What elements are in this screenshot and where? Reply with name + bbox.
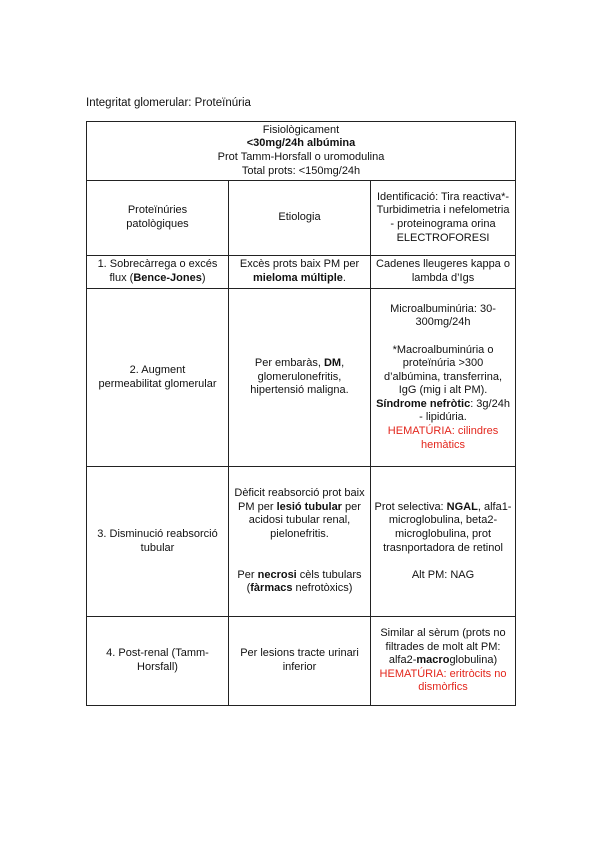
row2-etiology-bold: DM: [323, 357, 342, 370]
header-row: [87, 181, 516, 256]
row2-type: 2. Augment permeabilitat glomerular: [87, 289, 229, 467]
spacer: [374, 330, 512, 344]
table-row: [87, 256, 516, 289]
row3-etiology-b-bold: necrosi: [257, 568, 297, 581]
row3-etiology-a: [232, 487, 367, 541]
row2-microalbuminuria: Microalbuminúria: 30-300mg/24h: [390, 302, 496, 329]
row3-selective-prots: [374, 501, 512, 555]
row1-etiology-end: .: [342, 272, 346, 284]
row1-etiology-text: Excès prots baix PM per: [239, 258, 360, 271]
row1-identification: Cadenes lleugeres kappa o lambda d’Igs: [371, 256, 516, 289]
row3-id-end: , alfa1-microglobulina, beta2-microglobulina, prot trasnportadora de retinol: [383, 500, 512, 554]
header-proteinuries: Proteïnúries patològiques: [87, 181, 229, 256]
row4-id-text: Similar al sèrum (prots no filtrades de molt alt PM: alfa2-: [380, 627, 506, 667]
row2-etiology-end: , glomerulonefritis, hipertensió maligna.: [250, 357, 349, 397]
row3-etiology-a-bold: lesió tubular: [276, 500, 342, 513]
row3-id-bold: NGAL: [446, 500, 478, 513]
row3-type: 3. Disminució reabsorció tubular: [87, 467, 229, 617]
row2-macroalbuminuria: *Macroalbuminúria o proteïnúria >300 d’albúmina, transferrina, IgG (mig i alt PM).: [384, 343, 503, 397]
row1-etiology: [229, 256, 371, 289]
row3-etiology-a-end: per acidosi tubular renal, pielonefritis.: [248, 500, 361, 540]
row2-nephrotic: [374, 398, 512, 425]
row2-identification: [371, 289, 516, 467]
row1-type-text: 1. Sobrecàrrega o excés flux (: [97, 258, 218, 284]
row4-type: 4. Post-renal (Tamm-Horsfall): [87, 617, 229, 706]
physiology-row: [87, 122, 516, 181]
tamm-horsfall-note: Prot Tamm-Horsfall o uromodulina: [217, 151, 385, 163]
row1-etiology-bold: mieloma múltiple: [253, 272, 343, 284]
row3-id-text: Prot selectiva:: [374, 500, 447, 513]
row2-etiology-text: Per embaràs,: [254, 357, 324, 370]
row3-etiology-b-end: nefrotòxics): [292, 582, 353, 595]
row2-nephrotic-text: : 3g/24h - lipidúria.: [419, 397, 510, 424]
row4-etiology: Per lesions tracte urinari inferior: [229, 617, 371, 706]
header-etiology: Etiologia: [229, 181, 371, 256]
row3-high-pm: Alt PM: NAG: [411, 568, 475, 581]
row4-id-bold: macro: [416, 654, 450, 667]
row4-similar-serum: [374, 627, 512, 668]
row3-etiology-a-text: Dèficit reabsorció prot baix PM per: [234, 487, 365, 513]
albumin-limit: <30mg/24h albúmina: [246, 137, 356, 150]
row4-id-end: globulina): [449, 654, 498, 667]
row1-type-end: ): [201, 272, 206, 284]
row2-hematuria: HEMATÚRIA: cilindres hemàtics: [387, 425, 499, 451]
row2-nephrotic-bold: Síndrome nefròtic: [376, 397, 471, 410]
physiology-heading: Fisiològicament: [262, 123, 340, 136]
row4-identification: [371, 617, 516, 706]
row3-etiology-b-bold2: fàrmacs: [250, 582, 293, 595]
physiology-cell: [87, 122, 516, 181]
row3-identification: [371, 467, 516, 617]
row1-type: [87, 256, 229, 289]
row3-etiology: [229, 467, 371, 617]
row3-etiology-b: [232, 569, 367, 596]
row3-etiology-b-text: Per: [237, 568, 258, 581]
total-prots-limit: Total prots: <150mg/24h: [241, 164, 361, 177]
row2-etiology: [229, 289, 371, 467]
row1-type-bold: Bence-Jones: [133, 272, 202, 284]
header-identification: Identificació: Tira reactiva*-Turbidimetria i nefelometria - proteinograma orina ELECTROFORESI: [371, 181, 516, 256]
table-row: [87, 467, 516, 617]
spacer: [374, 555, 512, 569]
row3-etiology-b-mid: cèls tubulars (: [246, 568, 362, 595]
table-row: [87, 289, 516, 467]
proteinuria-table: [86, 121, 516, 706]
document-title: Integritat glomerular: Proteïnúria: [86, 97, 251, 109]
row4-hematuria: HEMATÚRIA: eritròcits no dismòrfics: [379, 667, 507, 694]
table-row: [87, 617, 516, 706]
spacer: [232, 542, 367, 569]
